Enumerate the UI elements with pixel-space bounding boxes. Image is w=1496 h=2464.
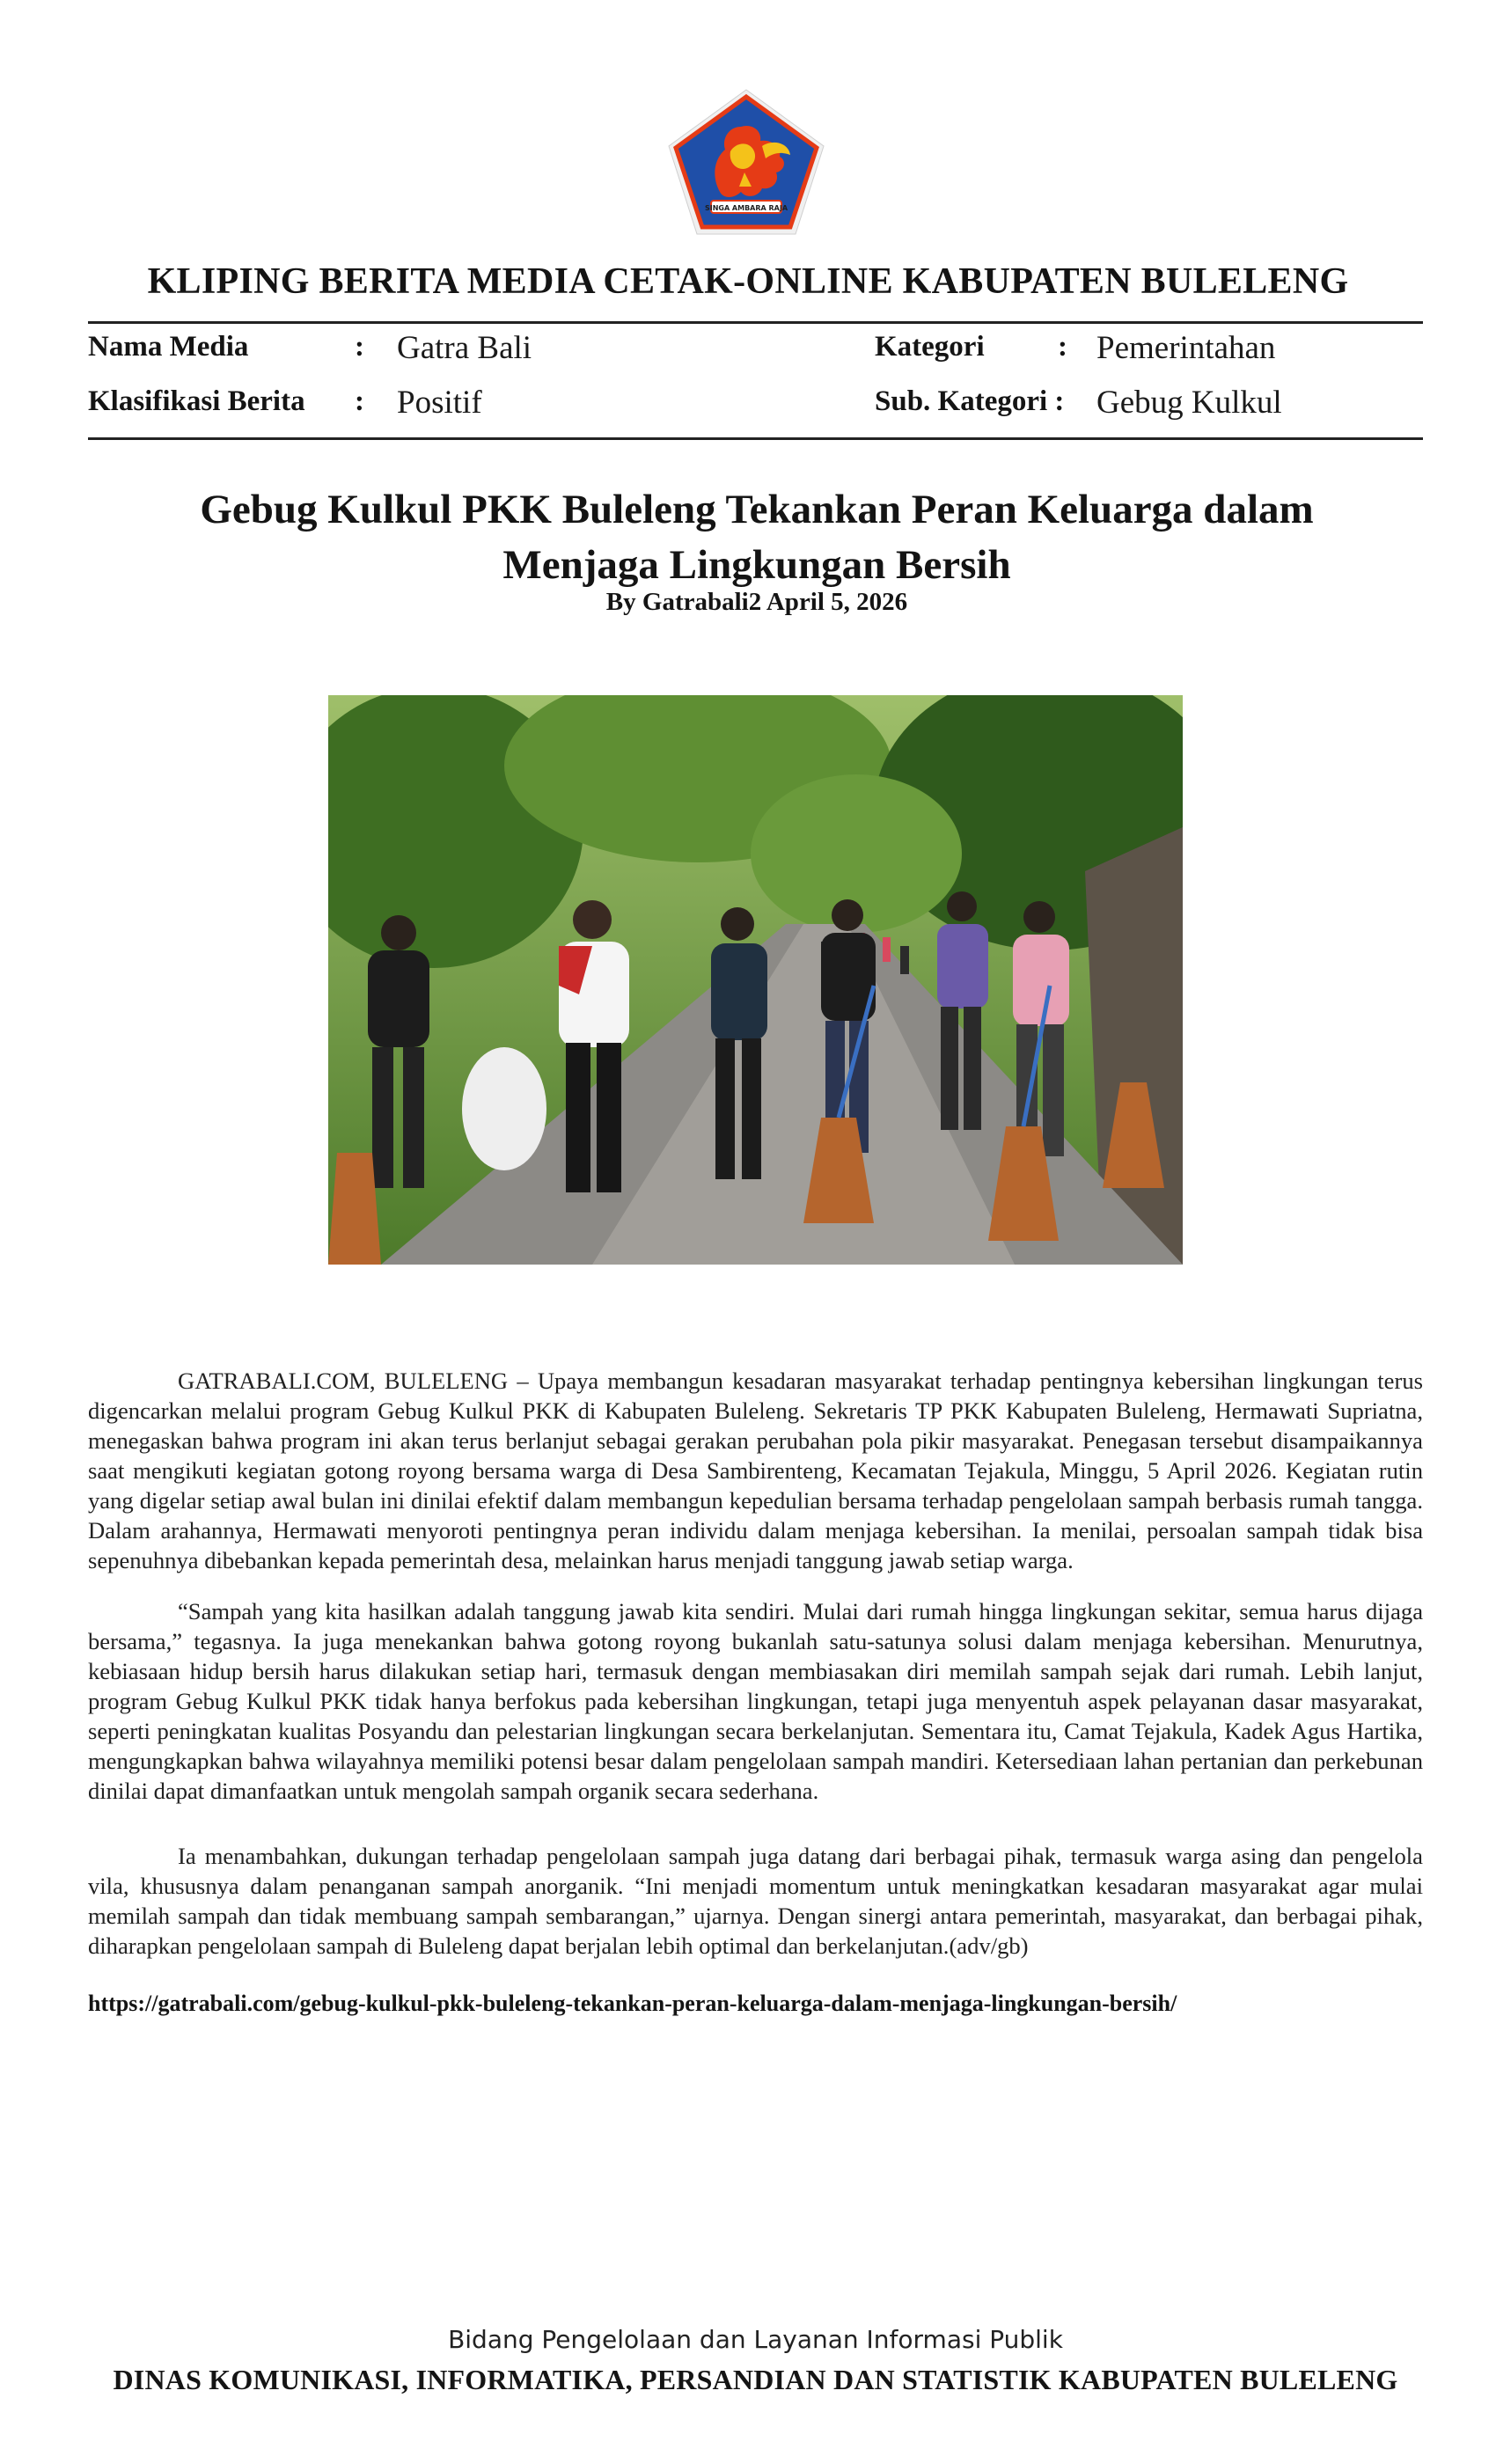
kategori-value: Pemerintahan xyxy=(1096,330,1276,366)
article-headline: Gebug Kulkul PKK Buleleng Tekankan Peran Keluarga dalam Menjaga Lingkungan Bersih xyxy=(200,487,1314,588)
klasifikasi-label: Klasifikasi Berita xyxy=(88,385,305,417)
nama-media-colon: : xyxy=(355,331,364,363)
article-paragraph-text: “Sampah yang kita hasilkan adalah tanggung jawab kita sendiri. Mulai dari rumah hingga lingkungan sekitar, semua harus dijaga bersama,” tegasnya. Ia juga menekankan bahwa gotong royong bukanlah satu-satunya solusi dalam menjaga kebersihan. Menurutnya, kebiasaan hidup bersih harus dilakukan setiap hari, termasuk dengan membiasakan diri memilah sampah sejak dari rumah. Lebih lanjut, program Gebug Kulkul PKK tidak hanya berfokus pada kebersihan lingkungan, tetapi juga menyentuh aspek pelayanan dasar masyarakat, seperti peningkatan kualitas Posyandu dan pelestarian lingkungan secara berkelanjutan. Sementara itu, Camat Tejakula, Kadek Agus Hartika, mengungkapkan bahwa wilayahnya memiliki potensi besar dalam pengelolaan sampah mandiri. Ketersediaan lahan pertanian dan perkebunan dinilai dapat dimanfaatkan untuk mengolah sampah organik secara sederhana. xyxy=(88,1598,1423,1804)
singa-ambara-raja-crest-icon xyxy=(667,88,825,236)
article-paragraph-3 xyxy=(88,1841,1423,1961)
document-title: KLIPING BERITA MEDIA CETAK-ONLINE KABUPATEN BULELENG xyxy=(147,261,1349,302)
article-photo xyxy=(328,695,1183,1265)
sub-kategori-label: Sub. Kategori : xyxy=(875,385,1065,417)
header-divider-top xyxy=(88,321,1423,324)
header-divider-bottom xyxy=(88,437,1423,440)
nama-media-label: Nama Media xyxy=(88,331,249,363)
article-paragraph-2 xyxy=(88,1596,1423,1806)
footer-department: DINAS KOMUNIKASI, INFORMATIKA, PERSANDIAN DAN STATISTIK KABUPATEN BULELENG xyxy=(113,2364,1398,2395)
sub-kategori-value: Gebug Kulkul xyxy=(1096,385,1282,421)
article-paragraph-1 xyxy=(88,1366,1423,1575)
footer-unit: Bidang Pengelolaan dan Layanan Informasi Publik xyxy=(448,2325,1063,2354)
logo-motto: SINGA AMBARA RAJA xyxy=(704,204,788,212)
article-byline: By Gatrabali2 April 5, 2026 xyxy=(605,588,908,616)
kategori-colon: : xyxy=(1058,331,1067,363)
klasifikasi-colon: : xyxy=(355,385,364,417)
source-url-link[interactable]: https://gatrabali.com/gebug-kulkul-pkk-buleleng-tekankan-peran-keluarga-dalam-menjaga-lingkungan-bersih/ xyxy=(88,1991,1177,2016)
klasifikasi-value: Positif xyxy=(397,385,482,421)
nama-media-value: Gatra Bali xyxy=(397,330,532,366)
article-paragraph-text: GATRABALI.COM, BULELENG – Upaya membangun kesadaran masyarakat terhadap pentingnya kebersihan lingkungan terus digencarkan melalui program Gebug Kulkul PKK di Kabupaten Buleleng. Sekretaris TP PKK Kabupaten Buleleng, Hermawati Supriatna, menegaskan bahwa program ini akan terus berlanjut sebagai gerakan perubahan pola pikir masyarakat. Penegasan tersebut disampaikannya saat mengikuti kegiatan gotong royong bersama warga di Desa Sambirenteng, Kecamatan Tejakula, Minggu, 5 April 2026. Kegiatan rutin yang digelar setiap awal bulan ini dinilai efektif dalam membangun kepedulian bersama terhadap pengelolaan sampah berbasis rumah tangga. Dalam arahannya, Hermawati menyoroti pentingnya peran individu dalam menjaga kebersihan. Ia menilai, persoalan sampah tidak bisa sepenuhnya dibebankan kepada pemerintah desa, melainkan harus menjadi tanggung jawab setiap warga. xyxy=(88,1368,1423,1573)
article-paragraph-text: Ia menambahkan, dukungan terhadap pengelolaan sampah juga datang dari berbagai pihak, termasuk warga asing dan pengelola vila, khususnya dalam penanganan sampah anorganik. “Ini menjadi momentum untuk meningkatkan kesadaran masyarakat agar mulai memilah sampah dan tidak membuang sampah sembarangan,” ujarnya. Dengan sinergi antara pemerintah, masyarakat, dan berbagai pihak, diharapkan pengelolaan sampah di Buleleng dapat berjalan lebih optimal dan berkelanjutan.(adv/gb) xyxy=(88,1843,1423,1959)
kategori-label: Kategori xyxy=(875,331,985,363)
